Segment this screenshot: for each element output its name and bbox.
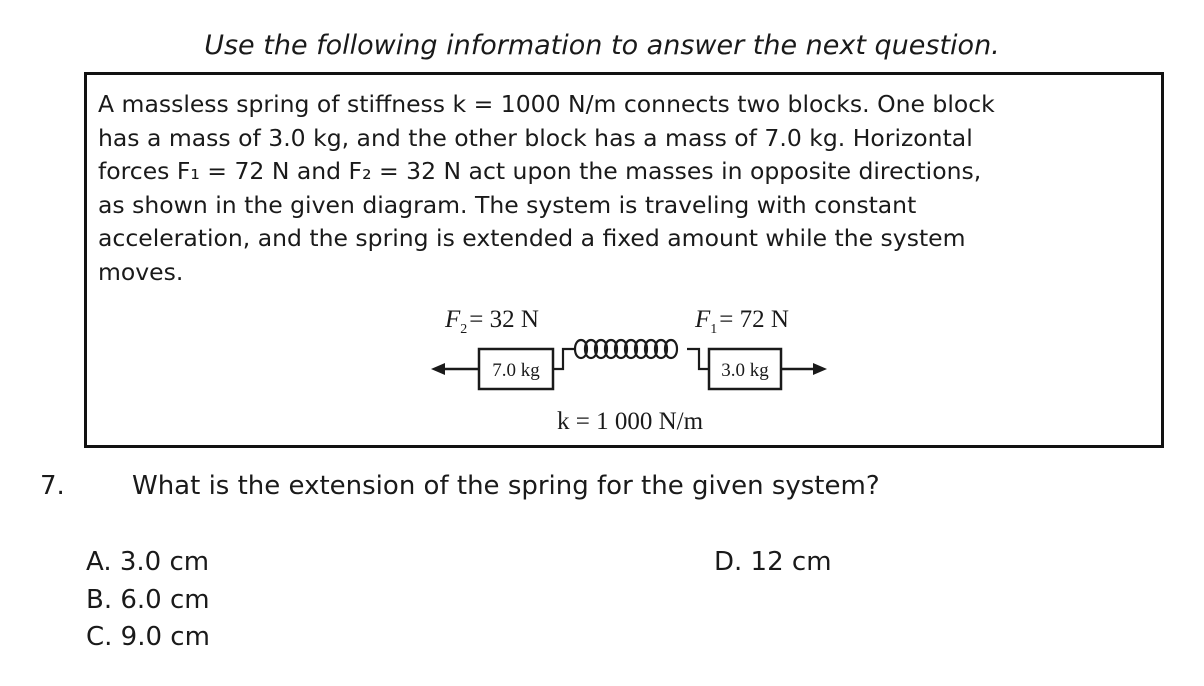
passage-line: forces F₁ = 72 N and F₂ = 32 N act upon the masses in opposite directions, <box>98 157 982 185</box>
information-box <box>84 72 1164 448</box>
passage-line: has a mass of 3.0 kg, and the other block has a mass of 7.0 kg. Horizontal <box>98 123 973 152</box>
passage-text <box>98 88 1156 289</box>
passage-line: moves. <box>98 257 184 286</box>
spring-constant-label: k = 1 000 N/m <box>556 408 704 435</box>
passage-line: acceleration, and the spring is extended a fixed amount while the system <box>98 224 966 252</box>
left-force-label: $F_2= 32$ N <box>445 306 539 337</box>
spring <box>553 340 709 369</box>
intro-heading: Use the following information to answer the next question. <box>204 30 1000 61</box>
right-block-label: 3.0 kg <box>721 360 769 381</box>
spring-block-diagram <box>425 299 835 439</box>
right-force-arrow <box>781 363 827 375</box>
left-force-arrow <box>431 363 479 375</box>
choice-b[interactable]: B. 6.0 cm <box>86 585 210 615</box>
choice-c[interactable]: C. 9.0 cm <box>86 622 210 652</box>
question-number: 7. <box>40 471 65 501</box>
question-text: What is the extension of the spring for the given system? <box>132 471 880 501</box>
choice-a[interactable]: A. 3.0 cm <box>86 547 210 577</box>
left-block-label: 7.0 kg <box>492 360 540 381</box>
right-force-label: $F_1= 72$ N <box>695 306 789 337</box>
passage-line: A massless spring of stiffness k = 1000 N/m connects two blocks. One block <box>98 90 995 118</box>
choice-d[interactable]: D. 12 cm <box>714 547 832 577</box>
passage-line: as shown in the given diagram. The system is traveling with constant <box>98 190 917 219</box>
